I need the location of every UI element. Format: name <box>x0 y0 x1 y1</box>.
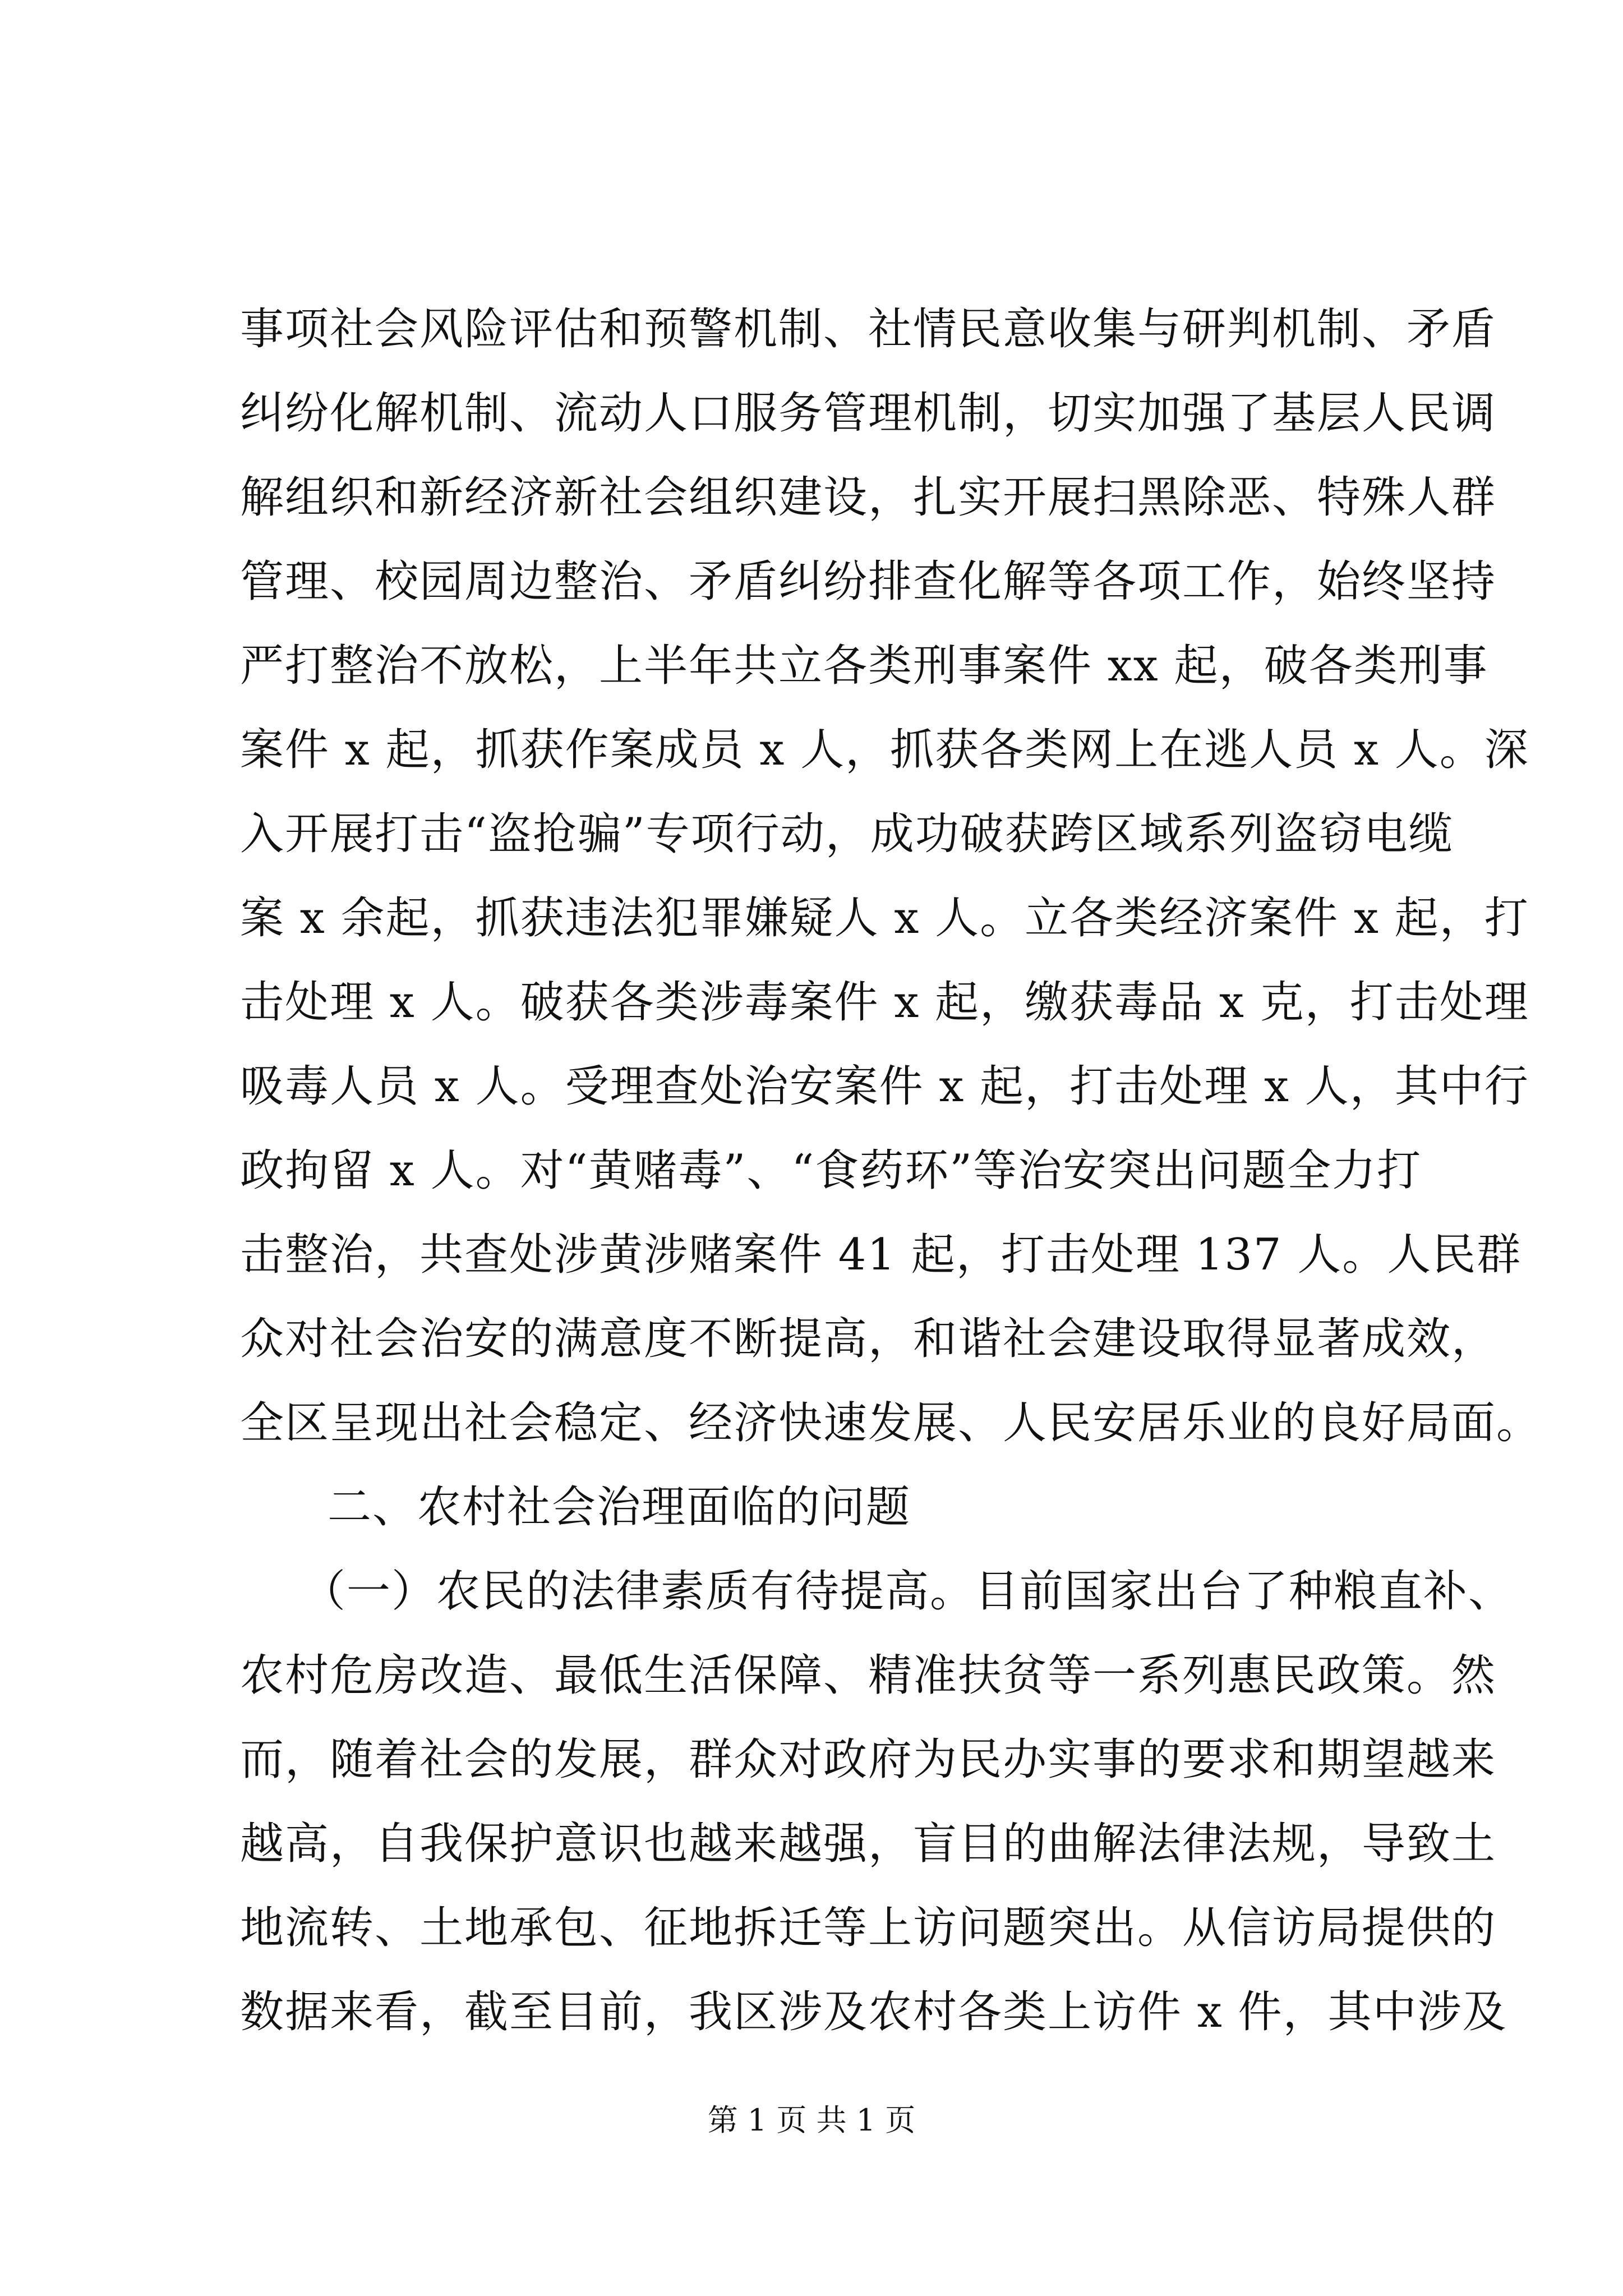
text-line: 案 x 余起，抓获违法犯罪嫌疑人 x 人。立各类经济案件 x 起，打 <box>240 893 1529 944</box>
document-body <box>240 287 1542 2054</box>
text-line: 而，随着社会的发展，群众对政府为民办实事的要求和期望越来 <box>240 1734 1497 1785</box>
text-line: 众对社会治安的满意度不断提高，和谐社会建设取得显著成效， <box>240 1314 1497 1364</box>
text-line: 全区呈现出社会稳定、经济快速发展、人民安居乐业的良好局面。 <box>240 1398 1542 1448</box>
text-line: 数据来看，截至目前，我区涉及农村各类上访件 x 件，其中涉及 <box>240 1987 1507 2037</box>
text-line: 地流转、土地承包、征地拆迁等上访问题突出。从信访局提供的 <box>240 1903 1497 1953</box>
text-line: 政拘留 x 人。对“黄赌毒”、“食药环”等治安突出问题全力打 <box>240 1145 1422 1196</box>
section-heading: 二、农村社会治理面临的问题 <box>328 1482 911 1533</box>
text-line: 击整治，共查处涉黄涉赌案件 41 起，打击处理 137 人。人民群 <box>240 1230 1522 1280</box>
text-line: 吸毒人员 x 人。受理查处治安案件 x 起，打击处理 x 人，其中行 <box>240 1061 1529 1112</box>
text-line: 入开展打击“盗抢骗”专项行动，成功破获跨区域系列盗窃电缆 <box>240 809 1454 859</box>
text-line: 严打整治不放松，上半年共立各类刑事案件 xx 起，破各类刑事 <box>240 641 1488 691</box>
text-line: 管理、校园周边整治、矛盾纠纷排查化解等各项工作，始终坚持 <box>240 556 1497 607</box>
text-line: 农村危房改造、最低生活保障、精准扶贫等一系列惠民政策。然 <box>240 1650 1497 1701</box>
text-line: （一）农民的法律素质有待提高。目前国家出台了种粮直补、 <box>302 1566 1514 1617</box>
text-line: 击处理 x 人。破获各类涉毒案件 x 起，缴获毒品 x 克，打击处理 <box>240 977 1529 1028</box>
text-line: 事项社会风险评估和预警机制、社情民意收集与研判机制、矛盾 <box>240 304 1497 355</box>
page-footer: 第 1 页 共 1 页 <box>707 2102 916 2138</box>
text-line: 越高，自我保护意识也越来越强，盲目的曲解法律法规，导致土 <box>240 1819 1497 1869</box>
text-line: 解组织和新经济新社会组织建设，扎实开展扫黑除恶、特殊人群 <box>240 472 1497 523</box>
text-line: 纠纷化解机制、流动人口服务管理机制，切实加强了基层人民调 <box>240 388 1497 439</box>
text-line: 案件 x 起，抓获作案成员 x 人，抓获各类网上在逃人员 x 人。深 <box>240 725 1529 775</box>
